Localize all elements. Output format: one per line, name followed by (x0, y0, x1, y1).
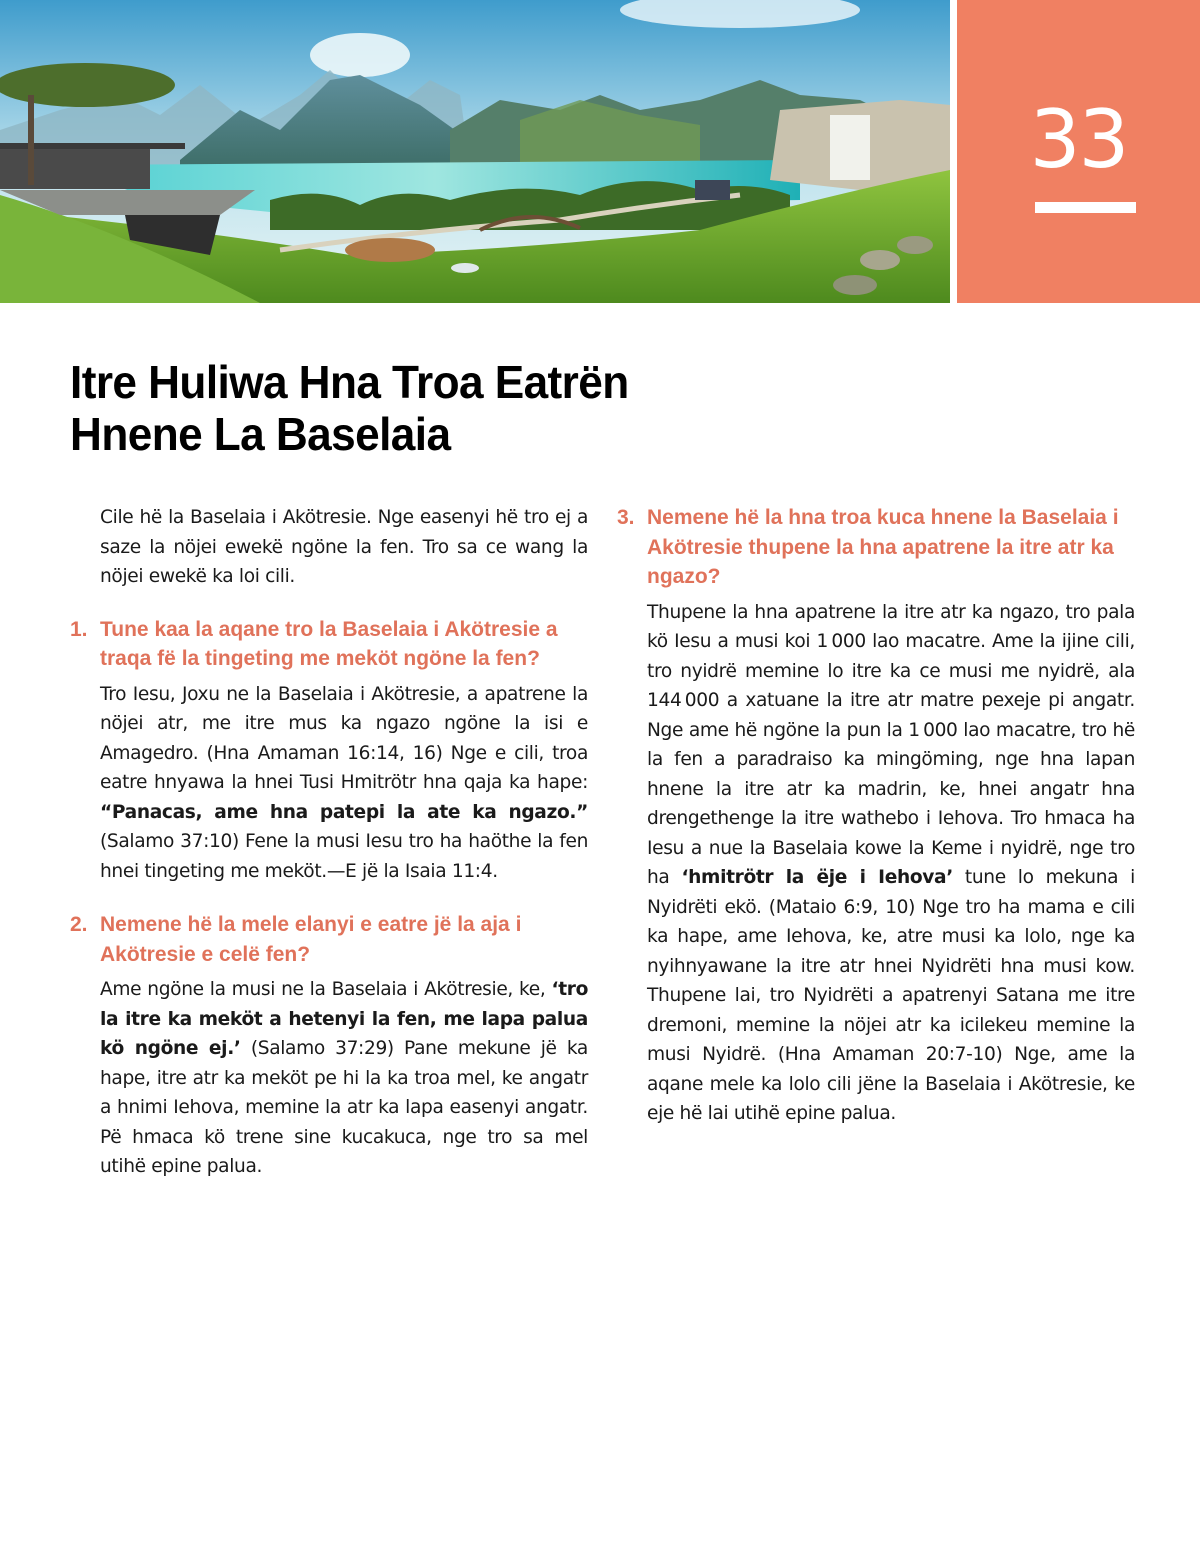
question-3 (617, 503, 1135, 592)
question-2 (70, 910, 588, 969)
terrace-roof (0, 143, 185, 149)
question-number: 2. (70, 913, 88, 936)
answer-text: (Salamo 37:29) Pane mekune jë ka hape, itre atr ka meköt pe hi la ka troa mel, ke angatr a hnimi Iehova, memine la atr ka lapa easenyi angatr. Pë hmaca kö trene sine kucakuca, nge tro sa mel utihë epine palua. (100, 1038, 588, 1177)
answer-paragraph (70, 975, 588, 1182)
question-text: Nemene hë la mele elanyi e eatre jë la aja i Akötresie e celë fen? (100, 913, 522, 966)
question-text: Nemene hë la hna troa kuca hnene la Baselaia i Akötresie thupene la hna apatrene la itre atr ka ngazo? (647, 506, 1119, 588)
section-3 (617, 503, 1135, 1129)
right-column (617, 503, 1135, 1153)
scripture-quote: ‘tro la itre ka meköt a hetenyi la fen, me lapa palua kö ngöne ej.’ (100, 979, 588, 1059)
garden-pergola (345, 238, 435, 262)
answer-text: Thupene la hna apatrene la itre atr ka ngazo, tro pala kö Iesu a musi koi 1 000 lao macatre. Ame la ijine cili, tro nyidrë memine lo itre ka ce musi me nyidrë, ala 144 000 a xatuane la itre atr matre pexeje pi angatr. Nge ame hë ngöne la pun la 1 000 lao macatre, tro hë la fen a paradraiso ka mingöming, nge hna lapan hnene la itre atr ka madrin, ke, hnei angatr hna drengethenge la itre wathebo i Iehova. Tro hmaca ha Iesu a nue la Baselaia kowe la Keme i nyidrë, nge tro ha (647, 601, 1135, 888)
section-1 (70, 615, 588, 887)
tree-canopy (0, 63, 175, 107)
question-1 (70, 615, 588, 674)
header-illustration (0, 0, 950, 303)
rock (833, 275, 877, 295)
intro-paragraph: Cile hë la Baselaia i Akötresie. Nge easenyi hë tro ej a saze la nöjei ewekë ngöne la fen. Tro sa ce wang la nöjei ewekë ka loi cili. (100, 507, 588, 587)
scripture-quote: “Panacas, ame hna patepi la ate ka ngazo.” (100, 801, 588, 823)
answer-text: (Salamo 37:10) Fene la musi Iesu tro ha haöthe la fen hnei tingeting me meköt.—E jë la Isaia 11:4. (100, 831, 588, 882)
lesson-number-badge (957, 0, 1200, 303)
answer-text: tune lo mekuna i Nyidrëti ekö. (Mataio 6:9, 10) Nge tro ha mama e cili ka hape, ame Iehova, ke, atre musi ka lolo, nge ka nyihnyawane la itre atr hnei Nyidrëti hna musi kow. Thupene lai, tro Nyidrëti a apatrenyi Satana me itre dremoni, memine la nöjei atr ka icilekeu memine la musi Nyidrë. (Hna Amaman 20:7-10) Nge, ame la aqane mele ka lolo cili jëne la Baselaia i Akötresie, ke eje hë lai utihë epine palua. (647, 867, 1135, 1124)
answer-text: Tro Iesu, Joxu ne la Baselaia i Akötresie, a apatrene la nöjei atr, me itre mus ka ngazo ngöne la isi e Amagedro. (Hna Amaman 16:14, 16) Nge e cili, troa eatre hnyawa la hnei Tusi Hmitrötr hna qaja ka hape: (100, 683, 588, 793)
fountain (451, 263, 479, 273)
answer-text: Ame ngöne la musi ne la Baselaia i Akötresie, ke, (100, 979, 552, 1000)
page-title-line-1: Itre Huliwa Hna Troa Eatrën (70, 356, 629, 408)
page-title-line-2: Hnene La Baselaia (70, 408, 451, 460)
question-number: 3. (617, 506, 635, 529)
house (695, 180, 730, 200)
cloud (310, 33, 410, 77)
paradise-landscape-image (0, 0, 950, 303)
lesson-number: 33 (1029, 93, 1128, 186)
tree-trunk (28, 95, 34, 185)
lesson-number-underline (1035, 202, 1136, 213)
waterfall (830, 115, 870, 180)
scripture-quote: ‘hmitrötr la ëje i Iehova’ (681, 867, 953, 888)
left-column (70, 503, 588, 1206)
question-number: 1. (70, 617, 88, 641)
page-title (70, 356, 800, 460)
answer-paragraph (70, 680, 588, 887)
terrace-house (0, 149, 150, 189)
rock (860, 250, 900, 270)
question-text: Tune kaa la aqane tro la Baselaia i Akötresie a traqa fë la tingeting me meköt ngöne la fen? (100, 617, 558, 670)
answer-paragraph (617, 598, 1135, 1129)
section-2 (70, 910, 588, 1182)
rock (897, 236, 933, 254)
